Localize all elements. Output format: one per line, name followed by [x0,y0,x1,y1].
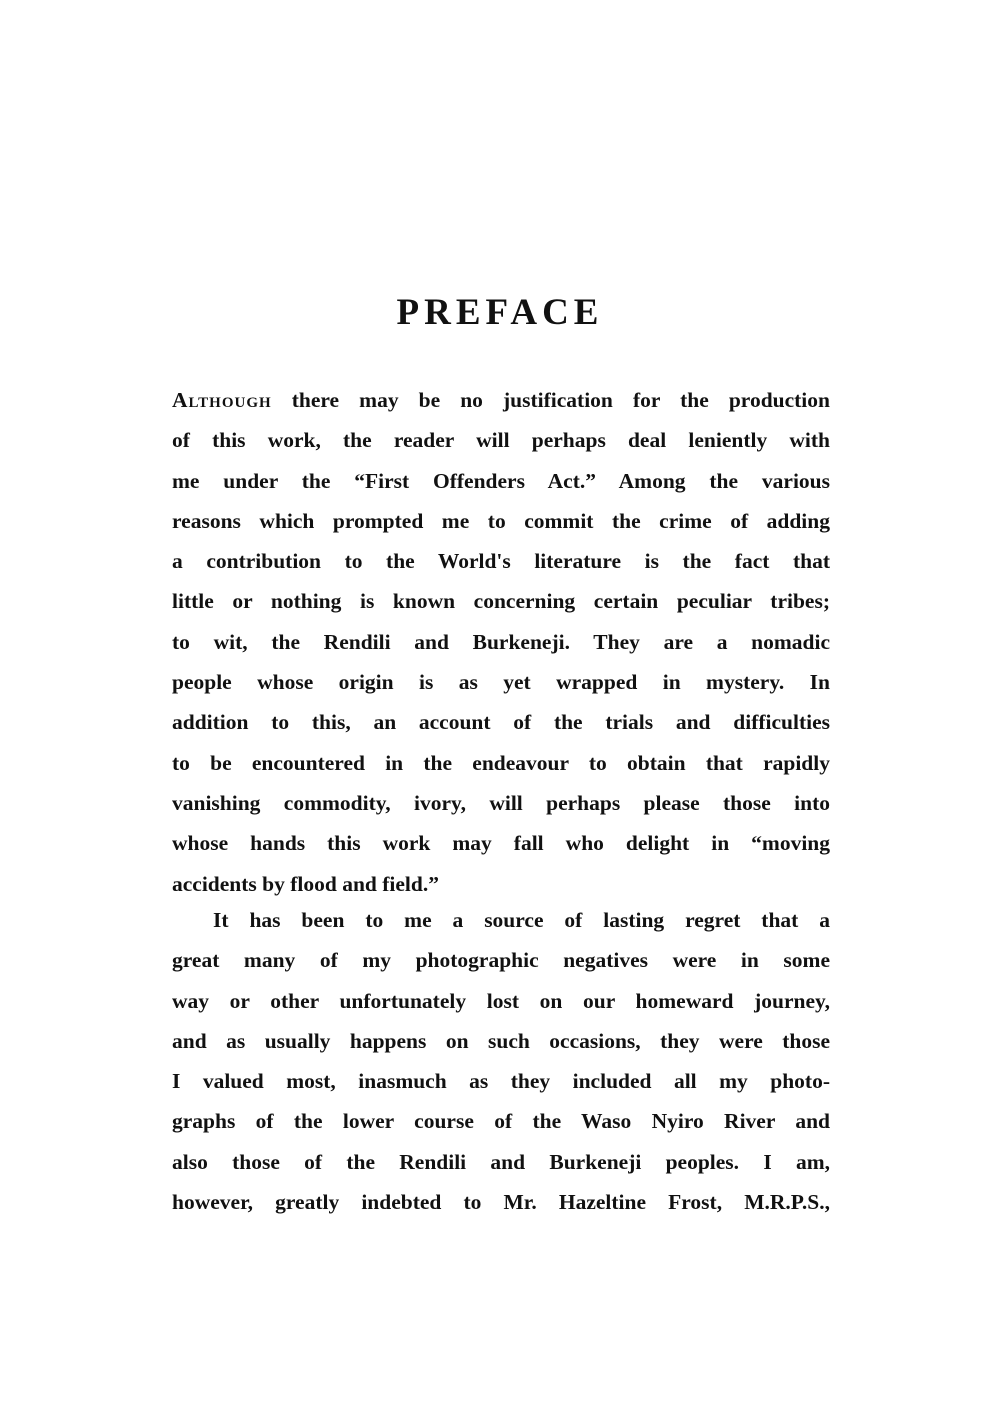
paragraph-line: whose hands this work may fall who delight in “moving [172,831,830,856]
paragraph-line: It has been to me a source of lasting regret that a [213,908,830,932]
paragraph-line: however, greatly indebted to Mr. Hazeltine Frost, M.R.P.S., [172,1190,830,1215]
paragraph-line: accidents by flood and field.” [172,871,439,896]
paragraph-2 [172,900,830,1222]
lead-word: Although [172,388,272,412]
paragraph-line: vanishing commodity, ivory, will perhaps please those into [172,790,830,815]
page-title: PREFACE [396,292,604,333]
paragraph-line: to be encountered in the endeavour to obtain that rapidly [172,750,830,775]
paragraph-line: addition to this, an account of the trials and difficulties [172,710,830,735]
paragraph-line: and as usually happens on such occasions, they were those [172,1028,830,1053]
paragraph-line: me under the “First Offenders Act.” Among the various [172,468,830,493]
paragraph-line: people whose origin is as yet wrapped in mystery. In [172,670,830,695]
paragraph-line: I valued most, inasmuch as they included all my photo- [172,1069,830,1094]
paragraph-line: to wit, the Rendili and Burkeneji. They are a nomadic [172,629,830,654]
paragraph-line: graphs of the lower course of the Waso Nyiro River and [172,1109,830,1134]
paragraph-1 [172,380,830,904]
paragraph-line: Although there may be no justification for the production [172,388,830,412]
paragraph-line: reasons which prompted me to commit the crime of adding [172,508,830,533]
paragraph-line: also those of the Rendili and Burkeneji peoples. I am, [172,1149,830,1174]
paragraph-line: great many of my photographic negatives were in some [172,948,830,973]
paragraph-line: of this work, the reader will perhaps deal leniently with [172,428,830,453]
paragraph-line: little or nothing is known concerning certain peculiar tribes; [172,589,830,614]
paragraph-line: a contribution to the World's literature is the fact that [172,549,830,574]
paragraph-line: way or other unfortunately lost on our homeward journey, [172,988,830,1013]
